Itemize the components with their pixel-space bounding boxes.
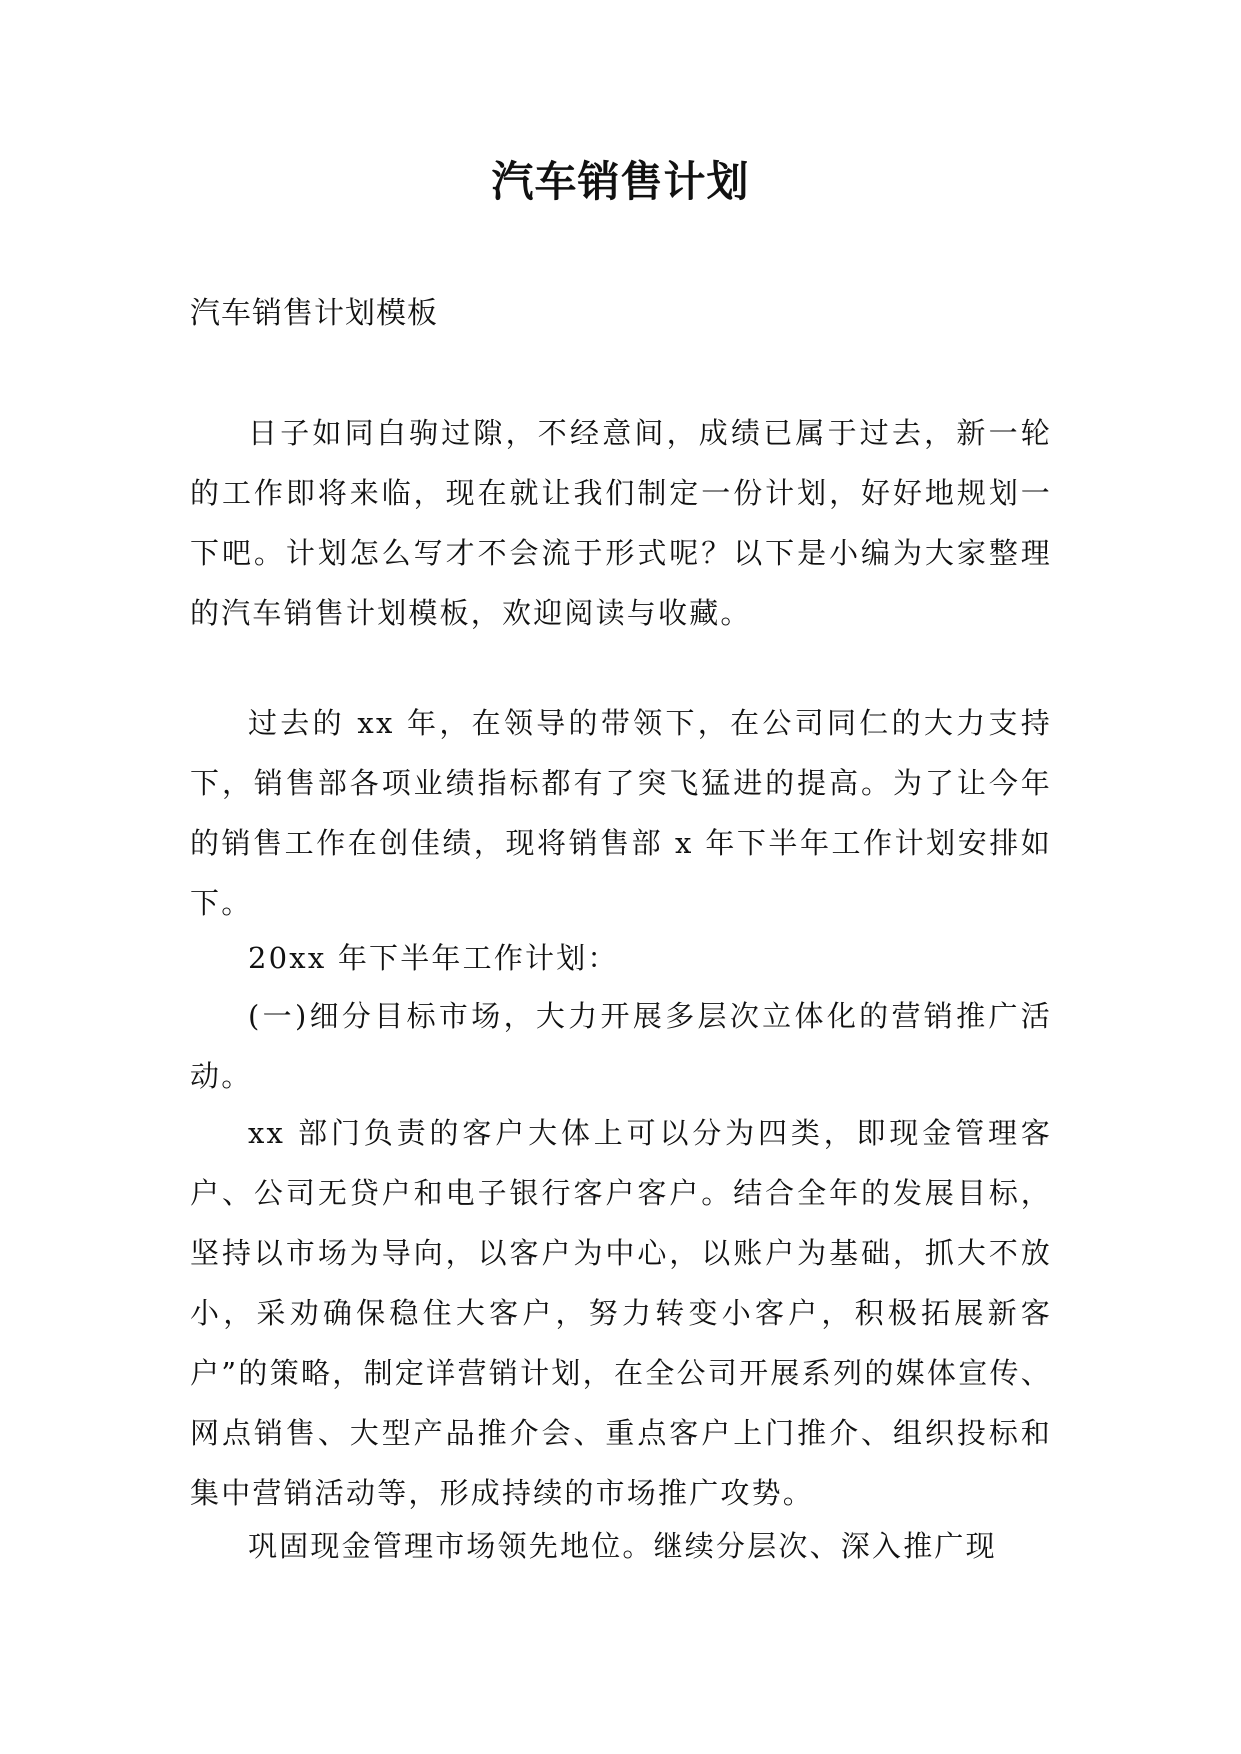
document-title: 汽车销售计划 [491, 157, 750, 206]
paragraph-customers: xx 部门负责的客户大体上可以分为四类，即现金管理客户、公司无贷户和电子银行客户客户。结合全年的发展目标，坚持以市场为导向，以客户为中心，以账户为基础，抓大不放小，采劝确保稳住大客户，努力转变小客户，积极拓展新客户”的策略，制定详营销计划，在全公司开展系列的媒体宣传、网点销售、大型产品推介会、重点客户上门推介、组织投标和集中营销活动等，形成持续的市场推广攻势。 [190, 1116, 1052, 1510]
document-subtitle: 汽车销售计划模板 [190, 296, 438, 331]
paragraph-cash-management: 巩固现金管理市场领先地位。继续分层次、深入推广现 [248, 1529, 997, 1563]
paragraph-review: 过去的 xx 年，在领导的带领下，在公司同仁的大力支持下，销售部各项业绩指标都有了突飞猛进的提高。为了让今年的销售工作在创佳绩，现将销售部 x 年下半年工作计划安排如下。 [190, 706, 1052, 920]
paragraph-section-one: (一)细分目标市场，大力开展多层次立体化的营销推广活动。 [190, 999, 1052, 1093]
paragraph-intro: 日子如同白驹过隙，不经意间，成绩已属于过去，新一轮的工作即将来临，现在就让我们制定一份计划，好好地规划一下吧。计划怎么写才不会流于形式呢？以下是小编为大家整理的汽车销售计划模板，欢迎阅读与收藏。 [190, 416, 1052, 630]
paragraph-plan-heading: 20xx 年下半年工作计划： [248, 941, 619, 975]
